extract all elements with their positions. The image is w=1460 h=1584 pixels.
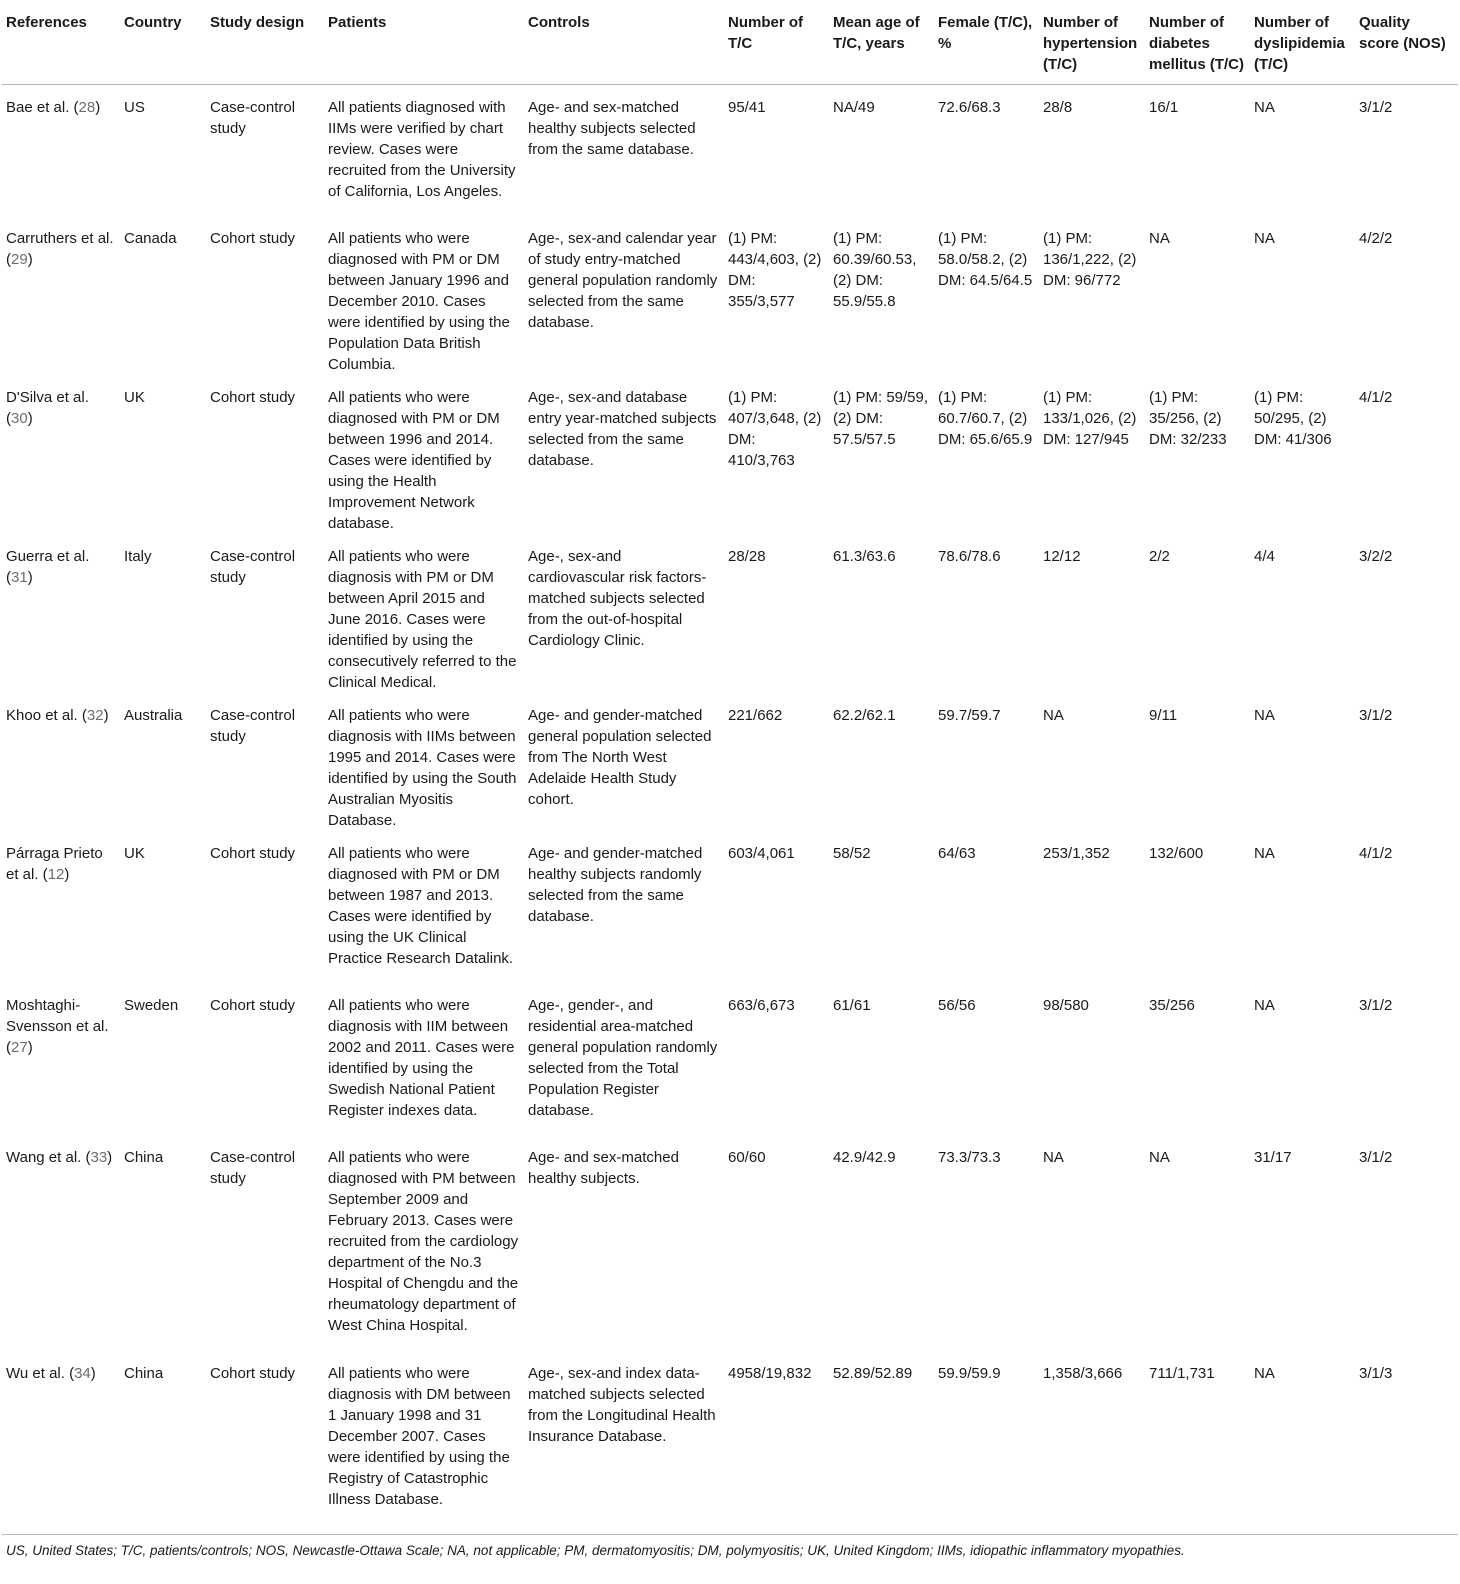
reference-link[interactable]: 30 xyxy=(11,410,28,427)
patients-cell: All patients who were diagnosis with IIMs between 1995 and 2014. Cases were identified by using the South Australian Myositis Database. xyxy=(328,707,517,829)
table-header-row xyxy=(2,0,1458,85)
mean-age-cell: 58/52 xyxy=(833,845,871,862)
quality-score-cell: 4/1/2 xyxy=(1359,389,1393,406)
reference-close: ) xyxy=(107,1149,113,1166)
patients-cell: All patients who were diagnosed with PM or DM between January 1996 and December 2010. Cases were identified by using the Population Data British Columbia. xyxy=(328,230,510,373)
patients-cell: All patients who were diagnosed with PM between September 2009 and February 2013. Cases were recruited from the cardiology department of the No.3 Hospital of Chengdu and the rheumatology department of West China Hospital. xyxy=(328,1149,519,1334)
reference-text: D'Silva et al. ( xyxy=(6,389,89,427)
quality-score-cell: 3/2/2 xyxy=(1359,548,1393,565)
patients-cell: All patients diagnosed with IIMs were verified by chart review. Cases were recruited from the University of California, Los Angeles. xyxy=(328,99,516,200)
table-row xyxy=(2,216,1458,375)
country-cell: UK xyxy=(124,389,145,406)
diabetes-cell: 132/600 xyxy=(1149,845,1204,862)
column-header-number-tc: Number of T/C xyxy=(724,0,829,85)
table-row xyxy=(2,693,1458,831)
country-cell: China xyxy=(124,1149,164,1166)
reference-text: Wu et al. ( xyxy=(6,1365,75,1382)
study-design-cell: Case-control study xyxy=(210,707,296,745)
reference-cell xyxy=(2,85,120,217)
study-design-cell: Case-control study xyxy=(210,99,296,137)
reference-close: ) xyxy=(64,866,70,883)
female-cell: 78.6/78.6 xyxy=(938,548,1001,565)
country-cell: UK xyxy=(124,845,145,862)
hypertension-cell: 28/8 xyxy=(1043,99,1073,116)
female-cell: 59.7/59.7 xyxy=(938,707,1001,724)
controls-cell: Age-, sex-and calendar year of study entry-matched general population randomly selected from the same database. xyxy=(528,230,718,331)
mean-age-cell: 42.9/42.9 xyxy=(833,1149,896,1166)
column-header-references: References xyxy=(2,0,120,85)
controls-cell: Age- and gender-matched healthy subjects randomly selected from the same database. xyxy=(528,845,703,925)
patients-cell: All patients who were diagnosed with PM or DM between 1987 and 2013. Cases were identified by using the UK Clinical Practice Research Datalink. xyxy=(328,845,514,967)
controls-cell: Age- and gender-matched general population selected from The North West Adelaide Health Study cohort. xyxy=(528,707,712,808)
number-tc-cell: 60/60 xyxy=(728,1149,766,1166)
mean-age-cell: 61/61 xyxy=(833,997,871,1014)
reference-cell xyxy=(2,375,120,534)
diabetes-cell: 2/2 xyxy=(1149,548,1170,565)
hypertension-cell: 1,358/3,666 xyxy=(1043,1365,1123,1382)
country-cell: Australia xyxy=(124,707,183,724)
patients-cell: All patients who were diagnosis with IIM between 2002 and 2011. Cases were identified by using the Swedish National Patient Register indexes data. xyxy=(328,997,515,1119)
study-design-cell: Cohort study xyxy=(210,845,296,862)
reference-close: ) xyxy=(27,410,33,427)
country-cell: Canada xyxy=(124,230,177,247)
controls-cell: Age-, sex-and index data-matched subjects selected from the Longitudinal Health Insurance Database. xyxy=(528,1365,716,1445)
column-header-study-design: Study design xyxy=(206,0,324,85)
dyslipidemia-cell: NA xyxy=(1254,997,1275,1014)
table-row xyxy=(2,1351,1458,1524)
country-cell: China xyxy=(124,1365,164,1382)
hypertension-cell: 253/1,352 xyxy=(1043,845,1110,862)
controls-cell: Age-, sex-and database entry year-matched subjects selected from the same database. xyxy=(528,389,717,469)
reference-link[interactable]: 32 xyxy=(86,707,104,724)
reference-text: Wang et al. ( xyxy=(6,1149,91,1166)
table-body xyxy=(2,85,1458,1525)
reference-cell xyxy=(2,693,120,831)
column-header-diabetes: Number of diabetes mellitus (T/C) xyxy=(1145,0,1250,85)
hypertension-cell: (1) PM: 133/1,026, (2) DM: 127/945 xyxy=(1043,389,1137,448)
quality-score-cell: 3/1/2 xyxy=(1359,707,1393,724)
diabetes-cell: 711/1,731 xyxy=(1149,1365,1215,1382)
reference-close: ) xyxy=(27,251,33,268)
quality-score-cell: 4/2/2 xyxy=(1359,230,1393,247)
quality-score-cell: 4/1/2 xyxy=(1359,845,1393,862)
quality-score-cell: 3/1/2 xyxy=(1359,997,1393,1014)
number-tc-cell: 603/4,061 xyxy=(728,845,795,862)
dyslipidemia-cell: NA xyxy=(1254,1365,1275,1382)
female-cell: 59.9/59.9 xyxy=(938,1365,1001,1382)
column-header-dyslipidemia: Number of dyslipidemia (T/C) xyxy=(1250,0,1355,85)
hypertension-cell: 98/580 xyxy=(1043,997,1089,1014)
reference-text: Khoo et al. ( xyxy=(6,707,87,724)
reference-text: Guerra et al. ( xyxy=(6,548,90,586)
column-header-country: Country xyxy=(120,0,206,85)
table-row xyxy=(2,85,1458,217)
reference-cell xyxy=(2,216,120,375)
table-row xyxy=(2,1135,1458,1351)
reference-cell xyxy=(2,534,120,693)
number-tc-cell: (1) PM: 443/4,603, (2) DM: 355/3,577 xyxy=(728,230,822,310)
diabetes-cell: (1) PM: 35/256, (2) DM: 32/233 xyxy=(1149,389,1227,448)
number-tc-cell: 95/41 xyxy=(728,99,766,116)
reference-text: Moshtaghi-Svensson et al. ( xyxy=(6,997,109,1056)
female-cell: 64/63 xyxy=(938,845,976,862)
country-cell: US xyxy=(124,99,145,116)
controls-cell: Age-, gender-, and residential area-matched general population randomly selected from the Total Population Register database. xyxy=(528,997,718,1119)
patients-cell: All patients who were diagnosis with PM or DM between April 2015 and June 2016. Cases were identified by using the consecutively referred to the Clinical Medical. xyxy=(328,548,517,691)
column-header-hypertension: Number of hypertension (T/C) xyxy=(1039,0,1145,85)
quality-score-cell: 3/1/2 xyxy=(1359,1149,1393,1166)
dyslipidemia-cell: (1) PM: 50/295, (2) DM: 41/306 xyxy=(1254,389,1332,448)
dyslipidemia-cell: NA xyxy=(1254,845,1275,862)
mean-age-cell: (1) PM: 59/59, (2) DM: 57.5/57.5 xyxy=(833,389,929,448)
mean-age-cell: (1) PM: 60.39/60.53, (2) DM: 55.9/55.8 xyxy=(833,230,917,310)
reference-cell xyxy=(2,831,120,983)
column-header-female: Female (T/C), % xyxy=(934,0,1039,85)
number-tc-cell: 663/6,673 xyxy=(728,997,795,1014)
study-design-cell: Cohort study xyxy=(210,389,296,406)
study-design-cell: Cohort study xyxy=(210,230,296,247)
reference-text: Bae et al. ( xyxy=(6,99,79,116)
study-design-cell: Cohort study xyxy=(210,997,296,1014)
reference-link[interactable]: 29 xyxy=(11,251,28,268)
mean-age-cell: NA/49 xyxy=(833,99,875,116)
reference-link[interactable]: 34 xyxy=(74,1365,91,1382)
female-cell: 56/56 xyxy=(938,997,976,1014)
study-characteristics-table-container xyxy=(2,0,1458,1560)
mean-age-cell: 62.2/62.1 xyxy=(833,707,896,724)
controls-cell: Age- and sex-matched healthy subjects. xyxy=(528,1149,679,1187)
reference-link[interactable]: 31 xyxy=(11,569,28,586)
female-cell: 72.6/68.3 xyxy=(938,99,1001,116)
reference-close: ) xyxy=(27,1039,33,1056)
female-cell: (1) PM: 58.0/58.2, (2) DM: 64.5/64.5 xyxy=(938,230,1033,289)
diabetes-cell: 16/1 xyxy=(1149,99,1179,116)
reference-link[interactable]: 28 xyxy=(78,99,96,116)
hypertension-cell: 12/12 xyxy=(1043,548,1081,565)
controls-cell: Age- and sex-matched healthy subjects selected from the same database. xyxy=(528,99,696,158)
diabetes-cell: NA xyxy=(1149,230,1170,247)
patients-cell: All patients who were diagnosis with DM between 1 January 1998 and 31 December 2007. Cases were identified by using the Registry of Catastrophic Illness Database. xyxy=(328,1365,511,1508)
table-row xyxy=(2,375,1458,534)
diabetes-cell: 35/256 xyxy=(1149,997,1195,1014)
study-design-cell: Case-control study xyxy=(210,1149,296,1187)
dyslipidemia-cell: NA xyxy=(1254,99,1275,116)
reference-text: Párraga Prieto et al. ( xyxy=(6,845,103,883)
dyslipidemia-cell: NA xyxy=(1254,707,1275,724)
study-design-cell: Cohort study xyxy=(210,1365,296,1382)
column-header-mean-age: Mean age of T/C, years xyxy=(829,0,934,85)
dyslipidemia-cell: NA xyxy=(1254,230,1275,247)
column-header-quality-score: Quality score (NOS) xyxy=(1355,0,1458,85)
dyslipidemia-cell: 31/17 xyxy=(1254,1149,1292,1166)
quality-score-cell: 3/1/2 xyxy=(1359,99,1393,116)
reference-cell xyxy=(2,1351,120,1524)
reference-link[interactable]: 12 xyxy=(47,866,65,883)
reference-link[interactable]: 27 xyxy=(11,1039,28,1056)
table-footnote: US, United States; T/C, patients/controls; NOS, Newcastle-Ottawa Scale; NA, not applicable; PM, dermatomyositis; DM, polymyositis; UK, United Kingdom; IIMs, idiopathic inflammatory myopathies. xyxy=(2,1534,1458,1560)
diabetes-cell: 9/11 xyxy=(1149,707,1178,724)
number-tc-cell: 221/662 xyxy=(728,707,783,724)
table-row xyxy=(2,983,1458,1135)
reference-close: ) xyxy=(27,569,33,586)
reference-close: ) xyxy=(103,707,109,724)
mean-age-cell: 61.3/63.6 xyxy=(833,548,896,565)
hypertension-cell: (1) PM: 136/1,222, (2) DM: 96/772 xyxy=(1043,230,1137,289)
mean-age-cell: 52.89/52.89 xyxy=(833,1365,913,1382)
column-header-controls: Controls xyxy=(524,0,724,85)
table-row xyxy=(2,534,1458,693)
controls-cell: Age-, sex-and cardiovascular risk factors-matched subjects selected from the out-of-hospital Cardiology Clinic. xyxy=(528,548,707,649)
reference-close: ) xyxy=(90,1365,96,1382)
diabetes-cell: NA xyxy=(1149,1149,1170,1166)
female-cell: 73.3/73.3 xyxy=(938,1149,1001,1166)
number-tc-cell: (1) PM: 407/3,648, (2) DM: 410/3,763 xyxy=(728,389,822,469)
country-cell: Italy xyxy=(124,548,152,565)
number-tc-cell: 4958/19,832 xyxy=(728,1365,812,1382)
country-cell: Sweden xyxy=(124,997,179,1014)
reference-text: Carruthers et al. ( xyxy=(6,230,114,268)
reference-link[interactable]: 33 xyxy=(90,1149,108,1166)
patients-cell: All patients who were diagnosed with PM or DM between 1996 and 2014. Cases were identified by using the Health Improvement Network database. xyxy=(328,389,500,532)
reference-close: ) xyxy=(95,99,101,116)
study-characteristics-table xyxy=(2,0,1458,1524)
quality-score-cell: 3/1/3 xyxy=(1359,1365,1393,1382)
hypertension-cell: NA xyxy=(1043,1149,1064,1166)
table-row xyxy=(2,831,1458,983)
reference-cell xyxy=(2,983,120,1135)
female-cell: (1) PM: 60.7/60.7, (2) DM: 65.6/65.9 xyxy=(938,389,1033,448)
column-header-patients: Patients xyxy=(324,0,524,85)
study-design-cell: Case-control study xyxy=(210,548,296,586)
reference-cell xyxy=(2,1135,120,1351)
number-tc-cell: 28/28 xyxy=(728,548,766,565)
hypertension-cell: NA xyxy=(1043,707,1064,724)
dyslipidemia-cell: 4/4 xyxy=(1254,548,1275,565)
